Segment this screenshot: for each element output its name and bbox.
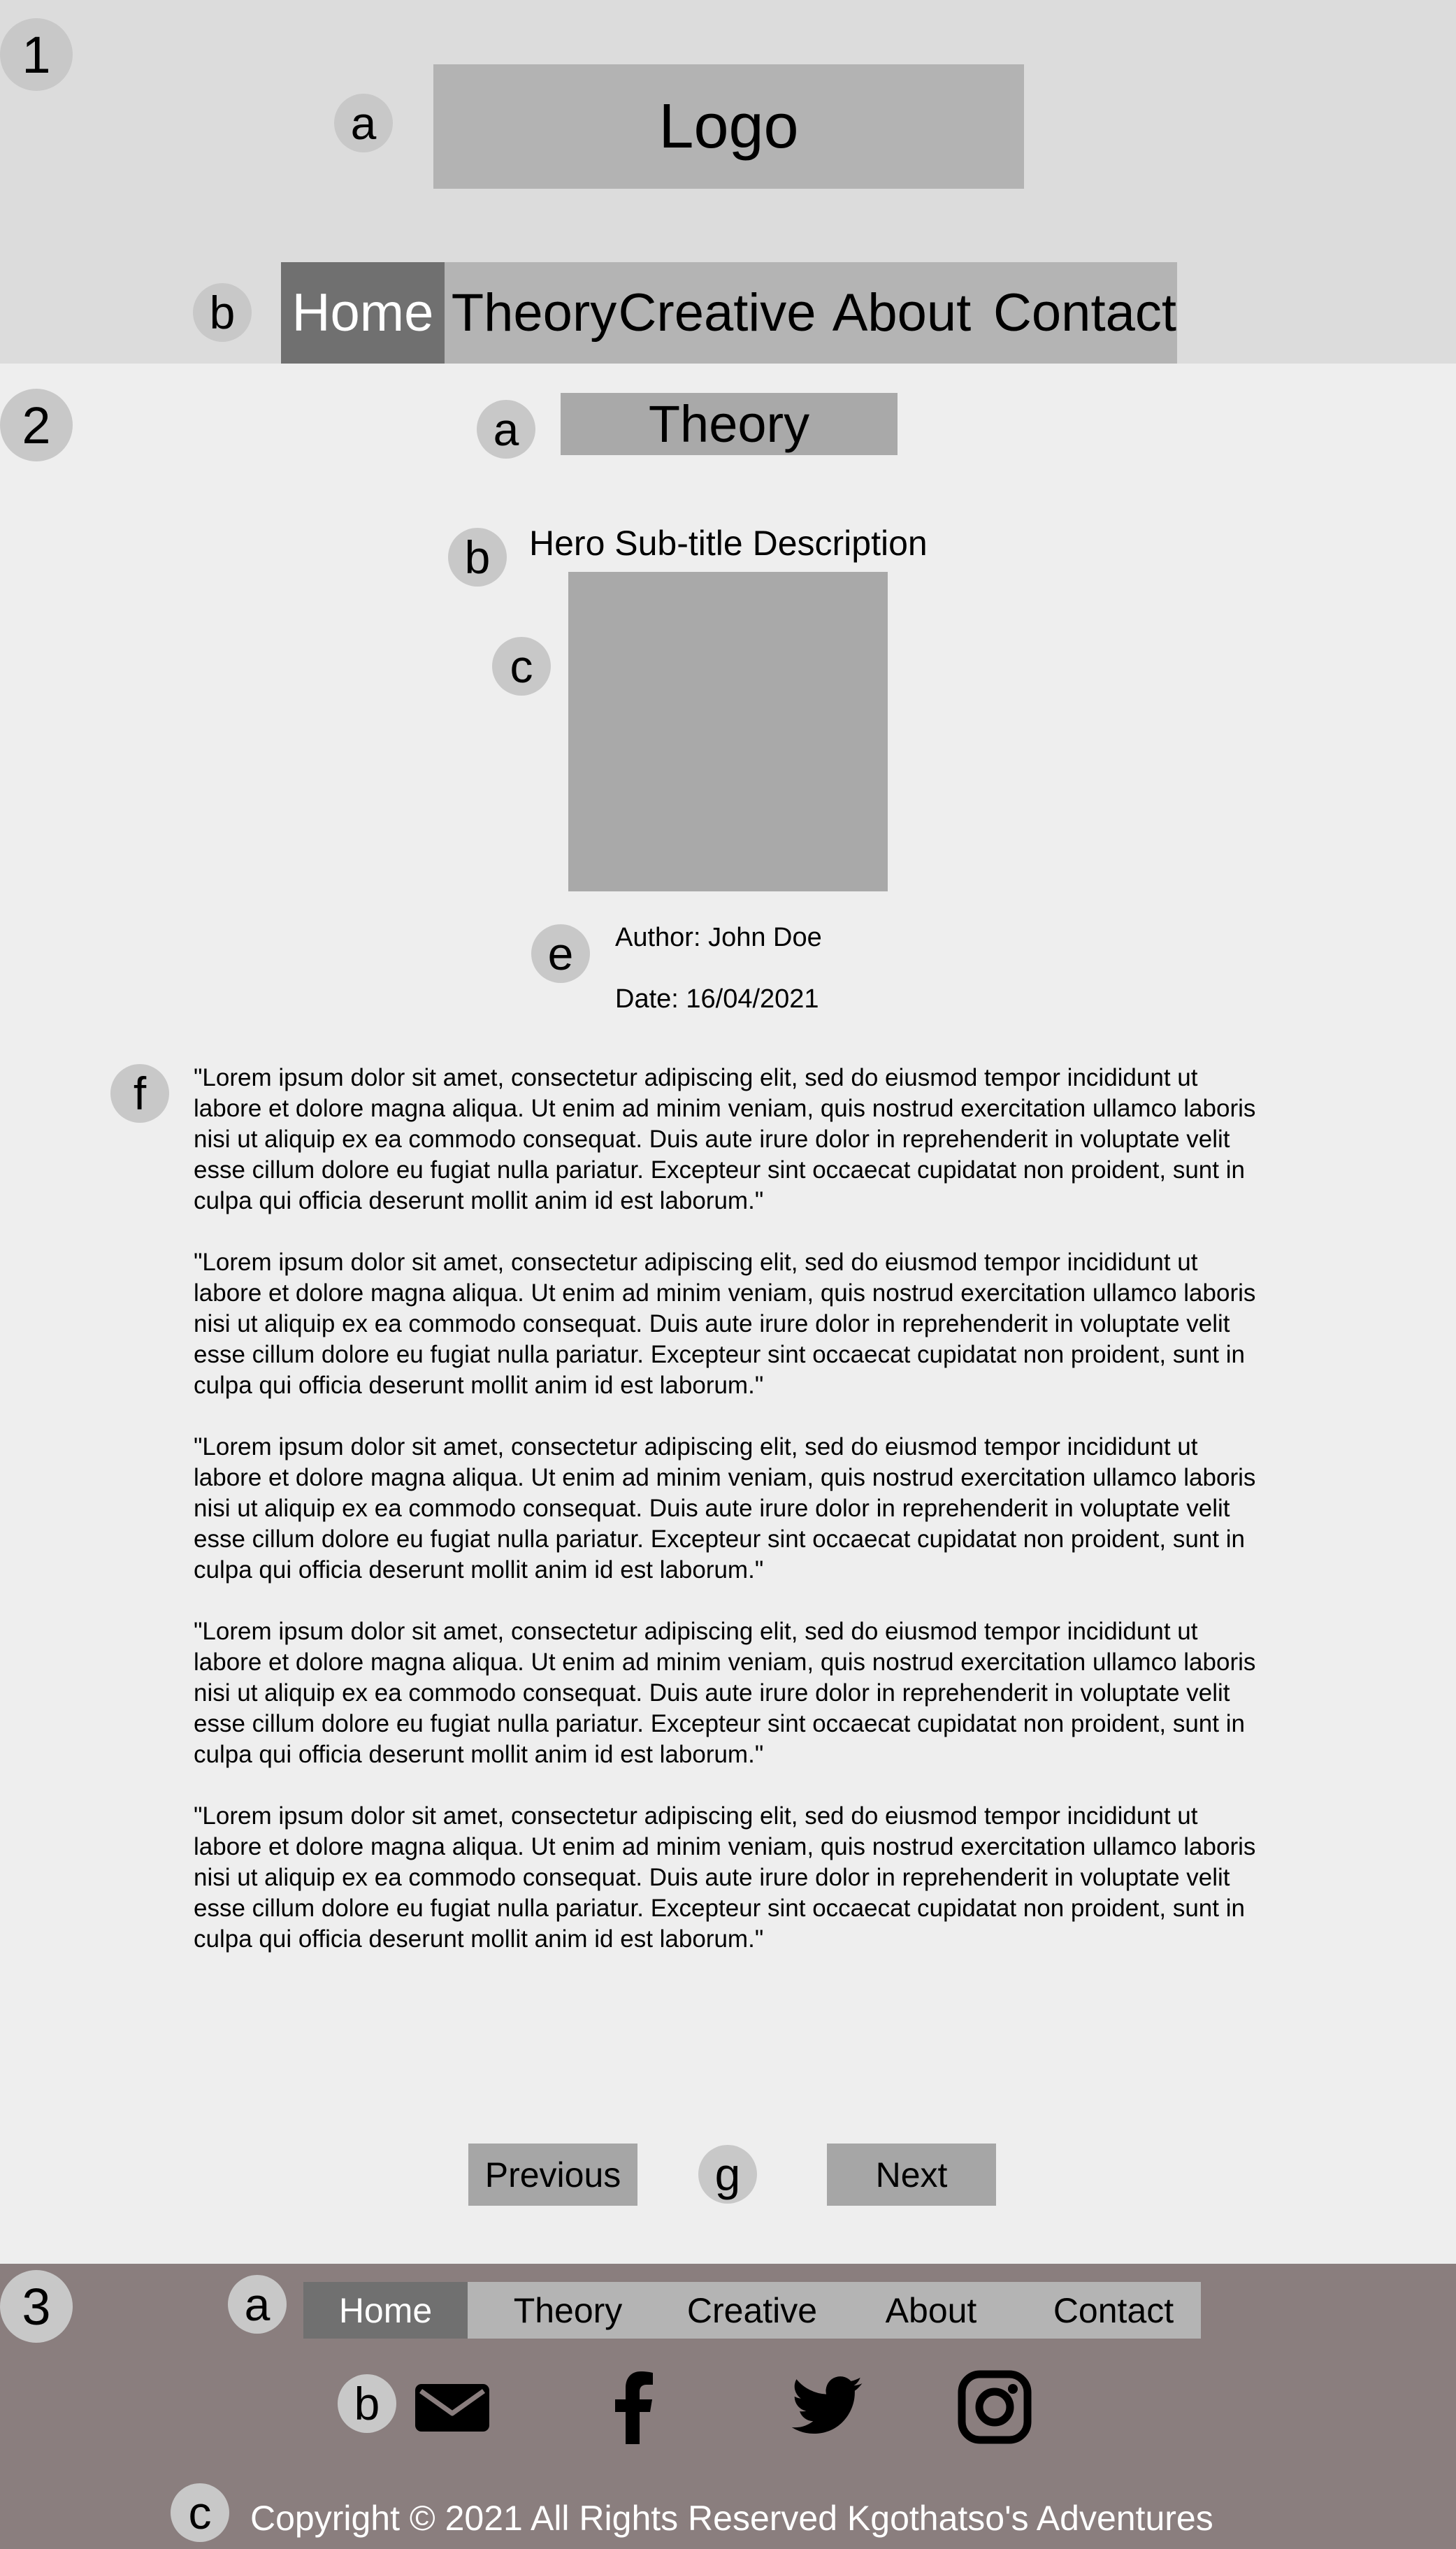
footer-nav-item-contact[interactable]: Contact (1053, 2290, 1174, 2330)
next-button[interactable]: Next (827, 2144, 996, 2206)
nav-item-about[interactable]: About (832, 283, 972, 343)
paragraph: "Lorem ipsum dolor sit amet, consectetur adipiscing elit, sed do eiusmod tempor incididunt ut labore et dolore magna aliqua. Ut enim ad minim veniam, quis nostrud exercitation ullamco laboris nisi ut aliquip ex ea commodo consequat. Duis aute irure dolor in reprehenderit in voluptate velit esse cillum dolore eu fugiat nulla pariatur. Excepteur sint occaecat cupidatat non proident, sunt in culpa qui officia deserunt mollit anim id est laborum." (194, 1064, 1256, 1214)
logo-text: Logo (658, 91, 799, 161)
nav-item-contact[interactable]: Contact (993, 283, 1176, 343)
annotation-badge-3c: c (171, 2483, 229, 2542)
footer-nav-item-theory[interactable]: Theory (513, 2290, 623, 2330)
copyright-text: Copyright © 2021 All Rights Reserved Kgothatso's Adventures (250, 2499, 1213, 2538)
instagram-icon[interactable] (956, 2369, 1033, 2446)
hero-image-placeholder (568, 572, 888, 891)
nav-item-theory[interactable]: Theory (451, 283, 617, 343)
annotation-badge-1b: b (193, 283, 252, 342)
annotation-badge-1a: a (334, 94, 393, 152)
footer-nav-item-creative[interactable]: Creative (686, 2290, 818, 2330)
annotation-badge-3b: b (338, 2374, 396, 2433)
annotation-badge-2b: b (448, 528, 507, 587)
footer-nav (303, 2282, 1201, 2339)
annotation-badge-2a: a (477, 400, 535, 459)
paragraph: "Lorem ipsum dolor sit amet, consectetur adipiscing elit, sed do eiusmod tempor incididunt ut labore et dolore magna aliqua. Ut enim ad minim veniam, quis nostrud exercitation ullamco laboris nisi ut aliquip ex ea commodo consequat. Duis aute irure dolor in reprehenderit in voluptate velit esse cillum dolore eu fugiat nulla pariatur. Excepteur sint occaecat cupidatat non proident, sunt in culpa qui officia deserunt mollit anim id est laborum." (194, 1249, 1256, 1399)
footer-nav-item-about[interactable]: About (885, 2290, 977, 2330)
nav-item-home[interactable]: Home (281, 262, 445, 364)
hero-subtitle: Hero Sub-title Description (529, 524, 928, 563)
hero-title-box (561, 393, 898, 455)
annotation-badge-2e: e (531, 924, 590, 983)
twitter-icon[interactable] (788, 2369, 865, 2446)
annotation-badge-2: 2 (0, 389, 73, 461)
annotation-badge-2g: g (698, 2145, 757, 2204)
hero-title: Theory (648, 395, 810, 453)
facebook-icon[interactable] (598, 2369, 675, 2446)
paragraph: "Lorem ipsum dolor sit amet, consectetur adipiscing elit, sed do eiusmod tempor incididunt ut labore et dolore magna aliqua. Ut enim ad minim veniam, quis nostrud exercitation ullamco laboris nisi ut aliquip ex ea commodo consequat. Duis aute irure dolor in reprehenderit in voluptate velit esse cillum dolore eu fugiat nulla pariatur. Excepteur sint occaecat cupidatat non proident, sunt in culpa qui officia deserunt mollit anim id est laborum." (194, 1802, 1256, 1953)
nav-item-creative[interactable]: Creative (618, 283, 816, 343)
article-body (194, 1063, 1256, 1986)
footer-nav-item-home[interactable]: Home (303, 2282, 468, 2339)
date-text: Date: 16/04/2021 (615, 984, 819, 1014)
previous-button[interactable]: Previous (468, 2144, 637, 2206)
author-text: Author: John Doe (615, 923, 822, 952)
annotation-badge-3a: a (228, 2275, 287, 2334)
main-nav (281, 262, 1177, 364)
annotation-badge-3: 3 (0, 2270, 73, 2343)
annotation-badge-2f: f (110, 1064, 169, 1123)
paragraph: "Lorem ipsum dolor sit amet, consectetur adipiscing elit, sed do eiusmod tempor incididunt ut labore et dolore magna aliqua. Ut enim ad minim veniam, quis nostrud exercitation ullamco laboris nisi ut aliquip ex ea commodo consequat. Duis aute irure dolor in reprehenderit in voluptate velit esse cillum dolore eu fugiat nulla pariatur. Excepteur sint occaecat cupidatat non proident, sunt in culpa qui officia deserunt mollit anim id est laborum." (194, 1433, 1256, 1584)
logo[interactable] (433, 64, 1024, 189)
paragraph: "Lorem ipsum dolor sit amet, consectetur adipiscing elit, sed do eiusmod tempor incididunt ut labore et dolore magna aliqua. Ut enim ad minim veniam, quis nostrud exercitation ullamco laboris nisi ut aliquip ex ea commodo consequat. Duis aute irure dolor in reprehenderit in voluptate velit esse cillum dolore eu fugiat nulla pariatur. Excepteur sint occaecat cupidatat non proident, sunt in culpa qui officia deserunt mollit anim id est laborum." (194, 1618, 1256, 1768)
annotation-badge-2c: c (492, 637, 551, 696)
annotation-badge-1: 1 (0, 18, 73, 91)
mail-icon[interactable] (414, 2369, 491, 2446)
